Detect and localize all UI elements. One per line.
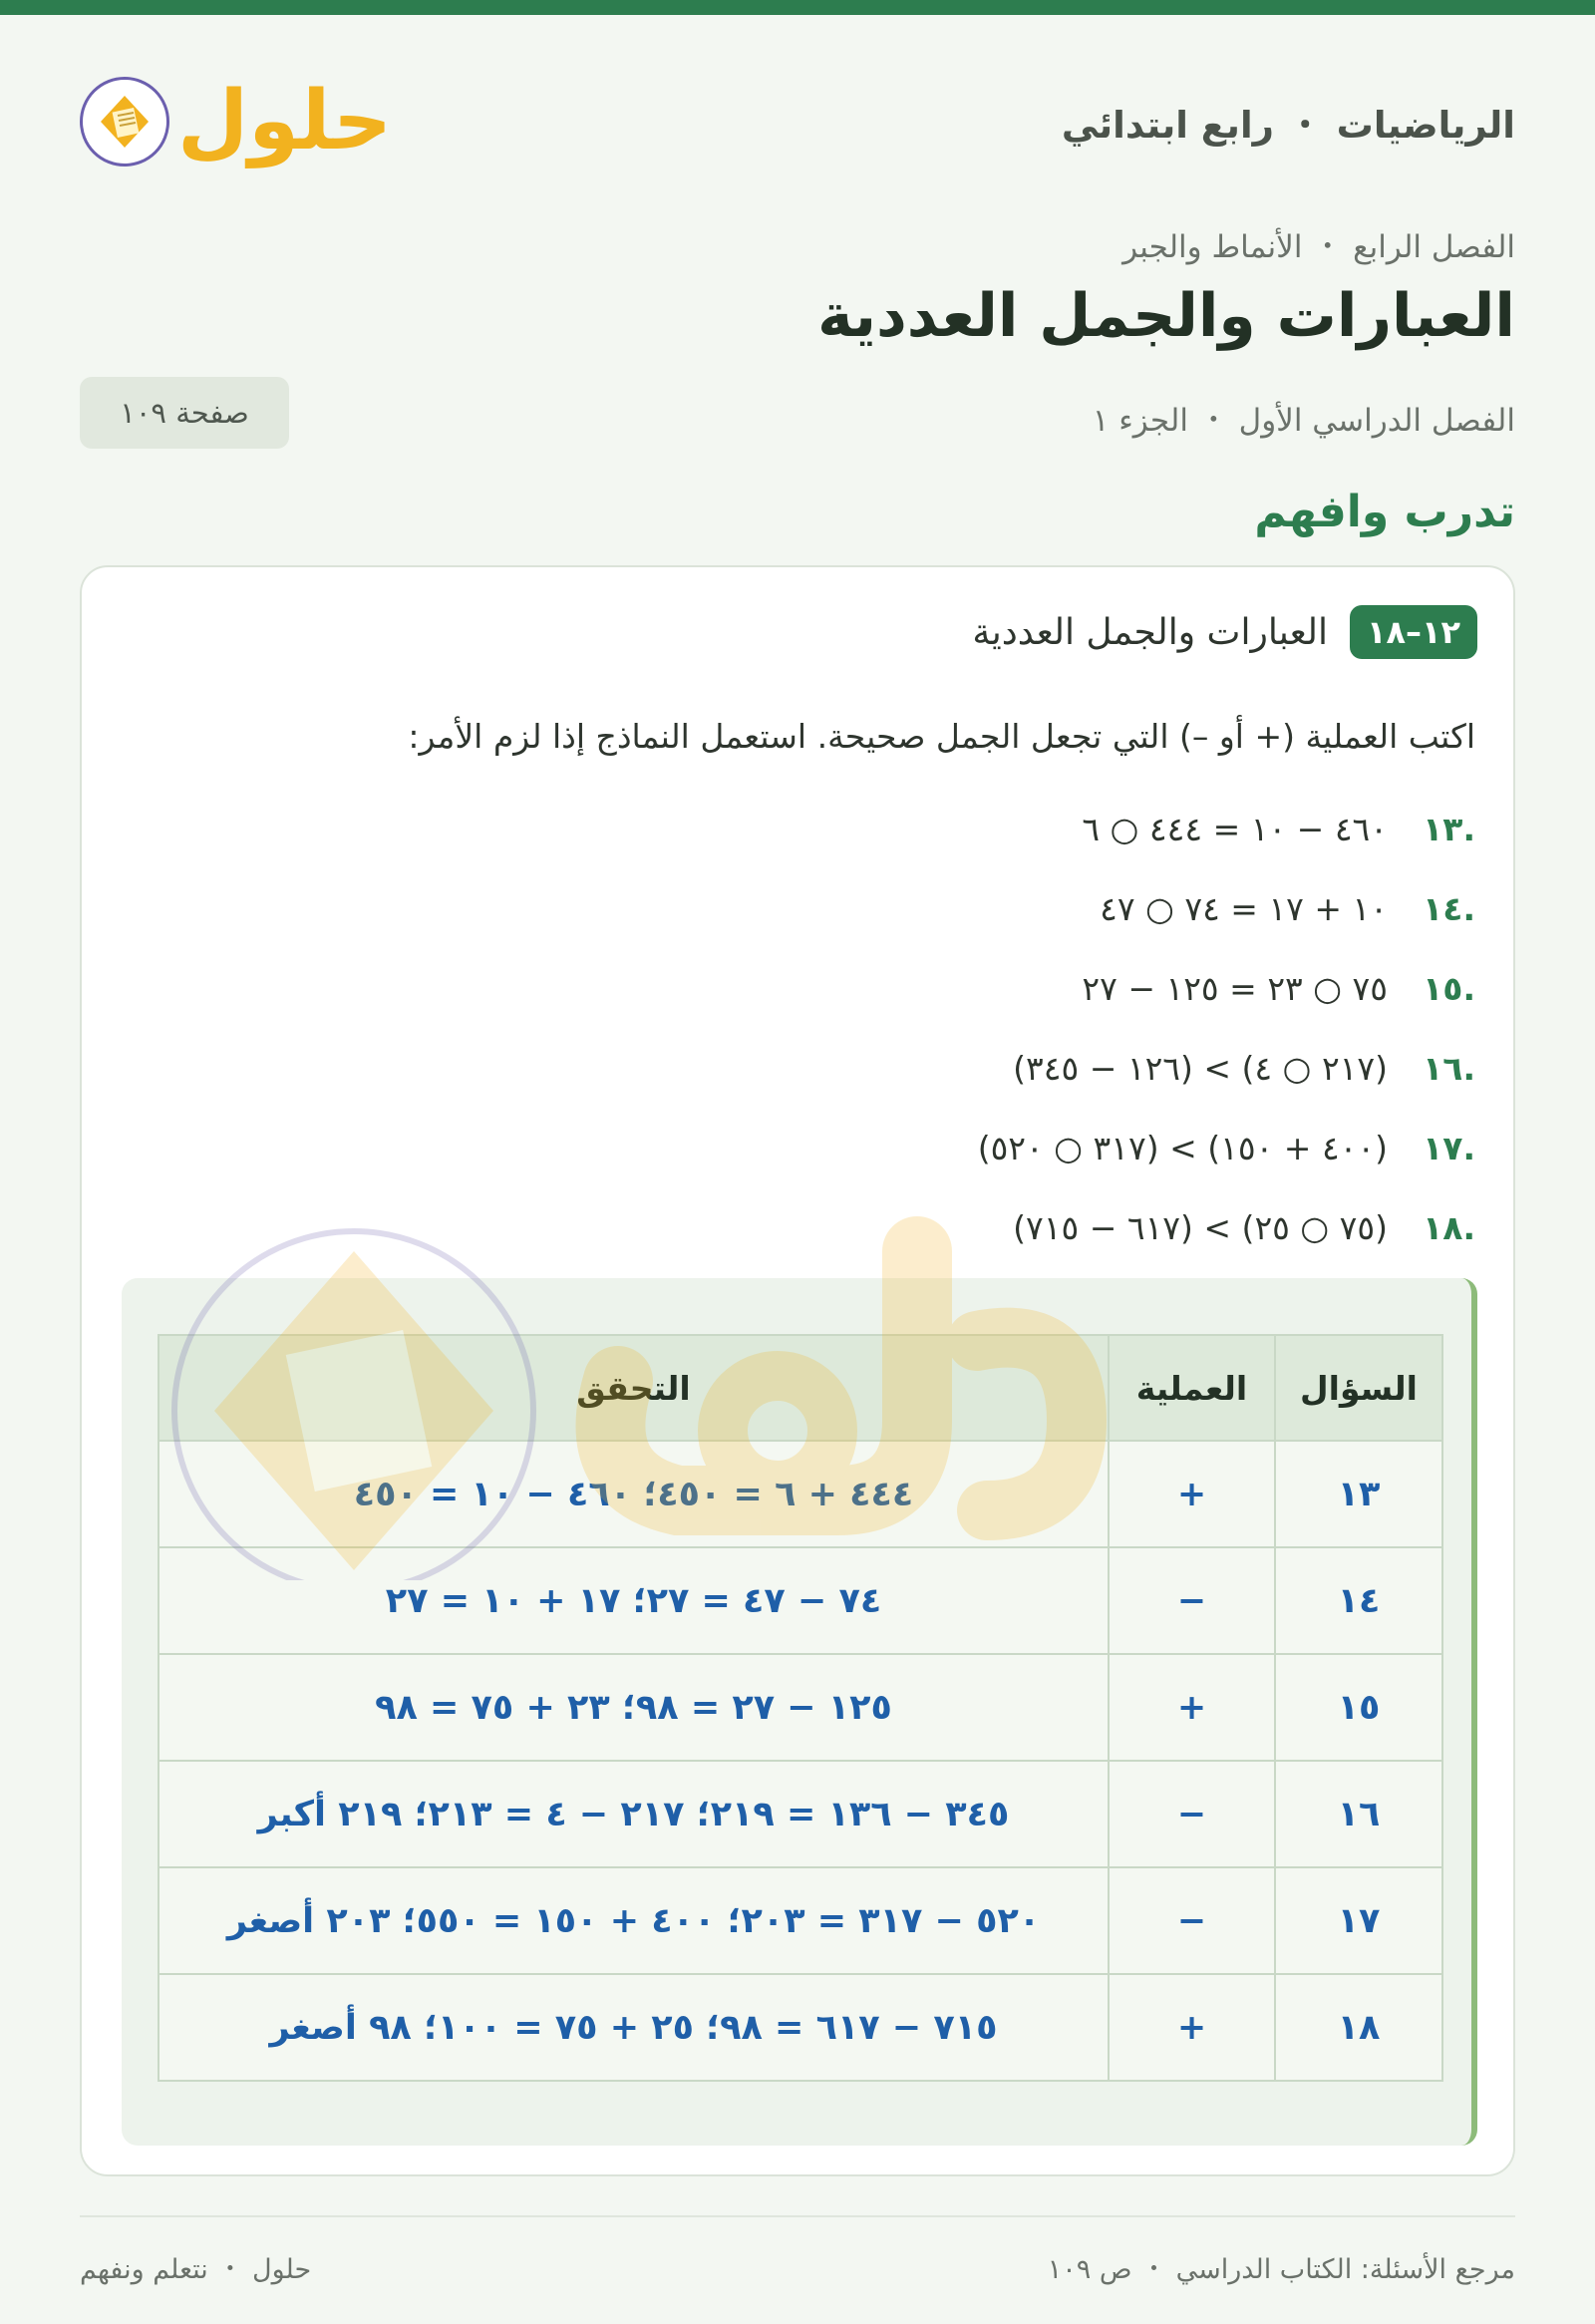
table-row [159,1441,1442,1547]
cell-check: ٤٤٤ + ٦ = ٤٥٠؛ ٤٦٠ − ١٠ = ٤٥٠ [159,1441,1109,1547]
cell-question: ١٦ [1275,1761,1442,1867]
cell-operation: + [1109,1654,1275,1761]
table-header-row [159,1335,1442,1441]
question-item [978,1028,1475,1108]
page-title: العبارات والجمل العددية [817,281,1515,351]
page-number-badge: صفحة ١٠٩ [80,377,289,449]
exercise-card [80,565,1515,2176]
table-row [159,1654,1442,1761]
cell-operation: − [1109,1867,1275,1974]
cell-operation: − [1109,1547,1275,1654]
header-check: التحقق [159,1335,1109,1441]
footer-tagline: حلول ・ نتعلم ونفهم [80,2254,312,2285]
cell-check: ٧١٥ − ٦١٧ = ٩٨؛ ٢٥ + ٧٥ = ١٠٠؛ ٩٨ أصغر [159,1974,1109,2081]
question-number: .١٧ [1423,1128,1475,1167]
table-row [159,1867,1442,1974]
page-header [80,62,1515,181]
cell-check: ١٢٥ − ٢٧ = ٩٨؛ ٢٣ + ٧٥ = ٩٨ [159,1654,1109,1761]
question-item [978,948,1475,1028]
question-item [978,1187,1475,1267]
cell-question: ١٧ [1275,1867,1442,1974]
question-range-badge: ١٢–١٨ [1350,605,1477,659]
site-logo[interactable] [80,74,393,168]
subject-label: الرياضيات ・ رابع ابتدائي [1061,104,1515,147]
book-logo-icon [80,77,169,166]
question-expression: ٤٦٠ − ١٠ = ٤٤٤ ○ ٦ [1082,809,1388,848]
exercise-instruction: اكتب العملية (+ أو –) التي تجعل الجمل صحيحة. استعمل النماذج إذا لزم الأمر: [408,717,1475,756]
question-number: .١٣ [1423,809,1475,848]
cell-check: ٧٤ − ٤٧ = ٢٧؛ ١٧ + ١٠ = ٢٧ [159,1547,1109,1654]
table-row [159,1974,1442,2081]
cell-question: ١٤ [1275,1547,1442,1654]
cell-question: ١٥ [1275,1654,1442,1761]
cell-check: ٥٢٠ − ٣١٧ = ٢٠٣؛ ٤٠٠ + ١٥٠ = ٥٥٠؛ ٢٠٣ أصغر [159,1867,1109,1974]
exercise-title: العبارات والجمل العددية [972,611,1328,653]
cell-check: ٣٤٥ − ١٣٦ = ٢١٩؛ ٢١٧ − ٤ = ٢١٣؛ ٢١٩ أكبر [159,1761,1109,1867]
cell-operation: − [1109,1761,1275,1867]
exercise-header [972,605,1477,659]
table-row [159,1547,1442,1654]
question-expression: (٦١٧ − ٧١٥) < (٧٥ ○ ٢٥) [1013,1207,1388,1247]
question-number: .١٦ [1423,1048,1475,1088]
header-question: السؤال [1275,1335,1442,1441]
section-heading: تدرب وافهم [1254,487,1515,537]
question-expression: ١٠ + ١٧ = ٧٤ ○ ٤٧ [1100,888,1388,928]
question-item [978,789,1475,868]
term-label: الفصل الدراسي الأول ・ الجزء ١ [1092,403,1515,439]
footer-reference: مرجع الأسئلة: الكتاب الدراسي ・ ص ١٠٩ [1047,2254,1515,2285]
question-number: .١٥ [1423,968,1475,1008]
question-item [978,1108,1475,1187]
question-expression: (١٢٦ − ٣٤٥) < (٢١٧ ○ ٤) [1013,1048,1388,1088]
cell-operation: + [1109,1441,1275,1547]
question-item [978,868,1475,948]
question-number: .١٨ [1423,1207,1475,1247]
logo-wordmark: حلول [177,74,393,168]
answer-panel [122,1278,1477,2146]
question-number: .١٤ [1423,888,1475,928]
answer-table [158,1334,1443,2082]
table-row [159,1761,1442,1867]
top-accent-bar [0,0,1595,15]
cell-question: ١٨ [1275,1974,1442,2081]
cell-question: ١٣ [1275,1441,1442,1547]
question-expression: (٣١٧ ○ ٥٢٠) < (٤٠٠ + ١٥٠) [977,1128,1388,1167]
footer-divider [80,2215,1515,2217]
cell-operation: + [1109,1974,1275,2081]
header-operation: العملية [1109,1335,1275,1441]
question-list [978,789,1475,1267]
chapter-label: الفصل الرابع ・ الأنماط والجبر [1122,229,1515,265]
question-expression: ٧٥ ○ ٢٣ = ١٢٥ − ٢٧ [1082,968,1388,1008]
